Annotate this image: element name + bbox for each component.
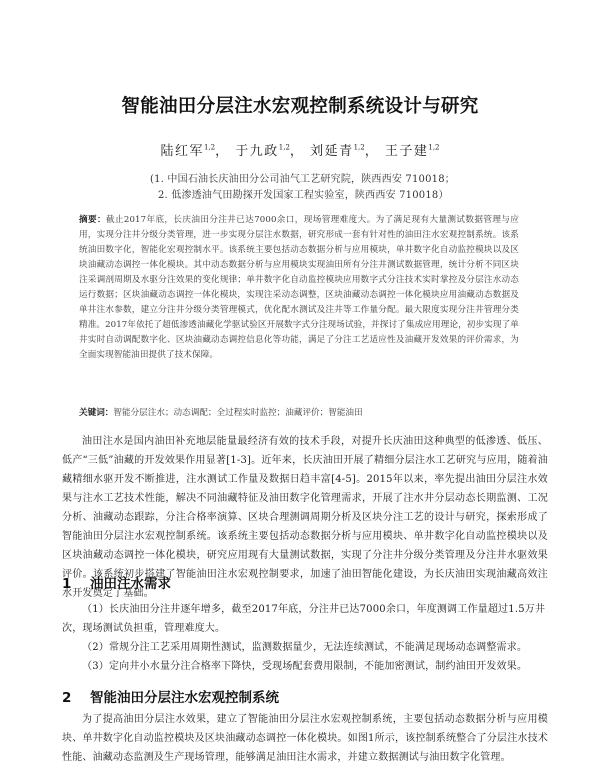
keywords-label: 关键词： — [79, 408, 114, 418]
keywords-text: 智能分层注水；动态调配；全过程实时监控；油藏评价；智能油田 — [113, 408, 363, 418]
author-list: 陆红军$^{1,2}$， 于九政$^{1,2}$， 刘延青$^{1,2}$， 王子建$^{1,2}$ — [160, 143, 440, 159]
author-sup: 1,2 — [278, 143, 290, 152]
intro-paragraph: 油田注水是国内油田补充地层能量最经济有效的技术手段，对提升长庆油田这种典型的低渗透、低压、低产“三低”油藏的开发效果作用显著[1-3]。近年来，长庆油田开展了精细分层注水工艺研究与应用，随着油藏精细水驱开发不断推进，注水测试工作量及数据日趋丰富[4-5]。2015年以来，率先提出油田分层注水效果与注水工艺技术性能，解决不同油藏特征及油田数字化管理需求，开展了注水井分层动态长期监测、工况分析、油藏动态跟踪，分注合格率演算、区块合理测调周期分析及区块分注工艺的设计与研究，探索形成了智能油田分层注水宏观控制系统。该系统主要包括动态数据分析与应用模块、单井数字化自动监控模块以及区块油藏动态调控一体化模块，研究应用现有大量测试数据，实现了分注井分级分类管理及分注井水驱效果评价。该系统初步搭建了智能油田注水宏观控制要求，加速了油田智能化建设，为长庆油田实现油藏高效注水开发奠定了基础。 — [62, 436, 548, 599]
author-name: 陆红军 — [160, 144, 204, 159]
author-sup: 1,2 — [203, 143, 216, 152]
author-sup: 1,2 — [353, 143, 365, 152]
author-name: 于九政 — [235, 144, 279, 159]
section2-paragraph: 为了提高油田分层注水效果，建立了智能油田分层注水宏观控制系统，主要包括动态数据分析与应用模块、单井数字化自动监控模块及区块油藏动态调控一体化模块。如图1所示，该控制系统整合了分层注水技术性能、油藏动态监测及生产现场管理，能够满足油田注水需求，并建立数据测试与油田数字化管理。 — [62, 714, 548, 763]
section-title: 油田注水需求 — [90, 576, 171, 592]
section-number: 1 — [62, 576, 72, 592]
paper-title: 智能油田分层注水宏观控制系统设计与研究 — [121, 96, 479, 117]
abstract — [79, 213, 519, 363]
author-sup: 1,2 — [428, 143, 440, 152]
author-name: 刘延青 — [310, 144, 354, 159]
list-item: （2）常规分注工艺采用周期性测试，监测数据量少，无法连续测试，不能满足现场动态调整需求。 — [82, 642, 528, 653]
affiliation-1: (1. 中国石油长庆油田分公司油气工艺研究院，陕西西安 710018； — [150, 174, 455, 185]
list-item: （3）定向井小水量分注合格率下降快，受现场配套费用限制，不能加密测试，制约油田开发效果。 — [82, 661, 528, 672]
keywords — [79, 406, 519, 418]
abstract-label: 摘要： — [79, 215, 106, 225]
abstract-text: 截止2017年底，长庆油田分注井已达7000余口，现场管理难度大。为了满足现有大量测试数据管理与应用，实现分注井分级分类管理，进一步实现分层注水数据，研究形成一套有针对性的油田注水宏观控制系统。该系统油田数字化，智能化宏观控制水平。该系统主要包括动态数据分析与应用模块，单井数字化自动监控模块以及区块油藏动态调控一体化模块。其中动态数据分析与应用模块实现油田所有分注井测试数据管理，统计分析不同区块注采调剖周期及水驱分注效果的变化规律；单井数字化自动监控模块应用数字式分注技术实时掌控及分层注水动态运行数据；区块油藏动态调控一体化模块，实现注采动态调整，区块油藏动态调控一体化模块应用油藏动态数据及单井注水参数，建立分注井分级分类管理模式，优化配水测试及注井等工作量分配。最大限度实现分注井管理分类精准。2017年依托了超低渗透油藏化学驱试验区开展数字式分注现场试验，并探讨了集成应用理论，初步实现了单井实时自动调配数字化、区块油藏动态调控信息化等功能，满足了分注工艺适应性及油藏开发效果的评价需求，为全面实现智能油田提供了技术保障。 — [79, 215, 519, 360]
section-title: 智能油田分层注水宏观控制系统 — [90, 690, 279, 706]
list-item: （1）长庆油田分注井逐年增多，截至2017年底，分注井已达7000余口，年度测调工作量超过1.5万井次，现场测试负担重，管理难度大。 — [62, 604, 546, 634]
affiliation-2: 2. 低渗透油气田勘探开发国家工程实验室，陕西西安 710018） — [158, 190, 449, 201]
section-heading-1 — [62, 572, 171, 592]
section-number: 2 — [62, 690, 72, 706]
author-name: 王子建 — [384, 144, 429, 159]
section-heading-2 — [62, 686, 279, 706]
